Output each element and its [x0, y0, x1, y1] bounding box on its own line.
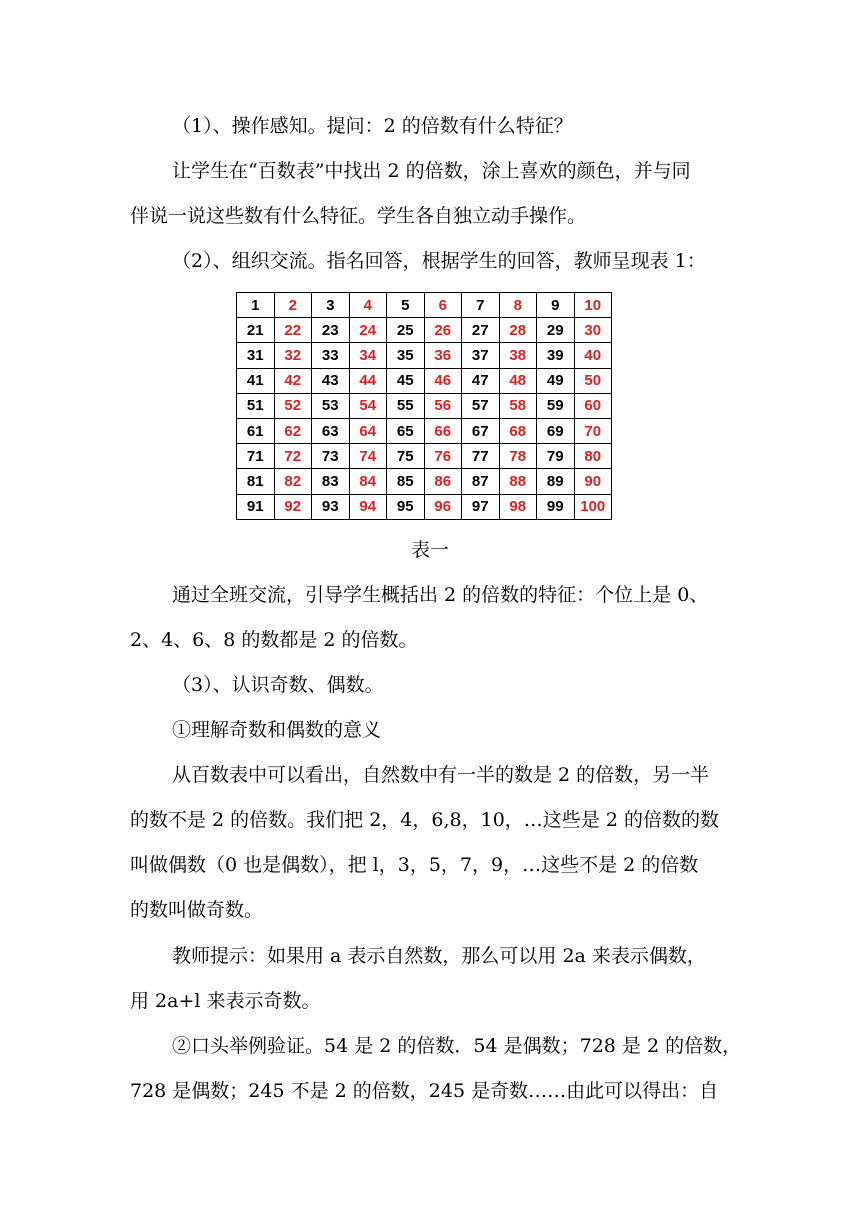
table-caption: 表一 [410, 539, 449, 561]
odd-number-cell: 97 [462, 494, 500, 519]
table-row [237, 418, 612, 443]
odd-number-cell: 71 [237, 444, 275, 469]
even-number-cell: 42 [274, 368, 312, 393]
even-number-cell: 72 [274, 444, 312, 469]
hundred-table-wrapper [236, 292, 612, 520]
even-number-cell: 22 [274, 318, 312, 343]
paragraph-hint-line1: 教师提示：如果用 a 表示自然数，那么可以用 2a 来表示偶数， [172, 945, 706, 967]
even-number-cell: 66 [424, 418, 462, 443]
odd-number-cell: 99 [537, 494, 575, 519]
even-number-cell: 50 [574, 368, 612, 393]
hundred-table [236, 292, 612, 520]
odd-number-cell: 63 [312, 418, 350, 443]
odd-number-cell: 43 [312, 368, 350, 393]
odd-number-cell: 35 [387, 343, 425, 368]
even-number-cell: 86 [424, 469, 462, 494]
even-number-cell: 40 [574, 343, 612, 368]
table-row [237, 393, 612, 418]
table-row [237, 469, 612, 494]
paragraph-instruction-line1: 让学生在“百数表”中找出 2 的倍数，涂上喜欢的颜色，并与同 [172, 160, 691, 182]
table-row [237, 343, 612, 368]
odd-number-cell: 31 [237, 343, 275, 368]
paragraph-meaning-line1: 从百数表中可以看出，自然数中有一半的数是 2 的倍数，另一半 [172, 764, 710, 786]
odd-number-cell: 79 [537, 444, 575, 469]
even-number-cell: 48 [499, 368, 537, 393]
odd-number-cell: 33 [312, 343, 350, 368]
odd-number-cell: 87 [462, 469, 500, 494]
odd-number-cell: 93 [312, 494, 350, 519]
odd-number-cell: 5 [387, 293, 425, 318]
even-number-cell: 70 [574, 418, 612, 443]
odd-number-cell: 45 [387, 368, 425, 393]
odd-number-cell: 75 [387, 444, 425, 469]
even-number-cell: 44 [349, 368, 387, 393]
odd-number-cell: 83 [312, 469, 350, 494]
odd-number-cell: 7 [462, 293, 500, 318]
odd-number-cell: 53 [312, 393, 350, 418]
odd-number-cell: 23 [312, 318, 350, 343]
even-number-cell: 74 [349, 444, 387, 469]
odd-number-cell: 47 [462, 368, 500, 393]
even-number-cell: 32 [274, 343, 312, 368]
even-number-cell: 84 [349, 469, 387, 494]
even-number-cell: 24 [349, 318, 387, 343]
even-number-cell: 36 [424, 343, 462, 368]
odd-number-cell: 55 [387, 393, 425, 418]
even-number-cell: 94 [349, 494, 387, 519]
paragraph-exchange: （2）、组织交流。指名回答，根据学生的回答，教师呈现表 1： [172, 250, 706, 272]
even-number-cell: 92 [274, 494, 312, 519]
odd-number-cell: 91 [237, 494, 275, 519]
even-number-cell: 100 [574, 494, 612, 519]
paragraph-operation: （1）、操作感知。提问：2 的倍数有什么特征？ [172, 115, 573, 137]
odd-number-cell: 67 [462, 418, 500, 443]
odd-number-cell: 21 [237, 318, 275, 343]
even-number-cell: 2 [274, 293, 312, 318]
paragraph-summary-line1: 通过全班交流，引导学生概括出 2 的倍数的特征：个位上是 0、 [172, 584, 709, 606]
even-number-cell: 96 [424, 494, 462, 519]
odd-number-cell: 69 [537, 418, 575, 443]
even-number-cell: 26 [424, 318, 462, 343]
even-number-cell: 54 [349, 393, 387, 418]
even-number-cell: 62 [274, 418, 312, 443]
paragraph-verify-line1: ②口头举例验证。54 是 2 的倍数．54 是偶数；728 是 2 的倍数， [172, 1035, 742, 1057]
even-number-cell: 60 [574, 393, 612, 418]
odd-number-cell: 9 [537, 293, 575, 318]
odd-number-cell: 49 [537, 368, 575, 393]
even-number-cell: 4 [349, 293, 387, 318]
table-row [237, 293, 612, 318]
odd-number-cell: 95 [387, 494, 425, 519]
odd-number-cell: 37 [462, 343, 500, 368]
odd-number-cell: 41 [237, 368, 275, 393]
paragraph-odd-even-heading: （3）、认识奇数、偶数。 [172, 674, 384, 696]
even-number-cell: 56 [424, 393, 462, 418]
paragraph-summary-line2: 2、4、6、8 的数都是 2 的倍数。 [130, 629, 418, 651]
table-row [237, 444, 612, 469]
odd-number-cell: 61 [237, 418, 275, 443]
even-number-cell: 52 [274, 393, 312, 418]
paragraph-meaning-heading: ①理解奇数和偶数的意义 [172, 719, 382, 741]
odd-number-cell: 3 [312, 293, 350, 318]
paragraph-meaning-line4: 的数叫做奇数。 [130, 899, 264, 921]
even-number-cell: 90 [574, 469, 612, 494]
odd-number-cell: 39 [537, 343, 575, 368]
odd-number-cell: 25 [387, 318, 425, 343]
odd-number-cell: 29 [537, 318, 575, 343]
even-number-cell: 58 [499, 393, 537, 418]
odd-number-cell: 27 [462, 318, 500, 343]
odd-number-cell: 51 [237, 393, 275, 418]
table-row [237, 368, 612, 393]
odd-number-cell: 57 [462, 393, 500, 418]
even-number-cell: 8 [499, 293, 537, 318]
odd-number-cell: 89 [537, 469, 575, 494]
odd-number-cell: 85 [387, 469, 425, 494]
paragraph-hint-line2: 用 2a+l 来表示奇数。 [130, 990, 321, 1012]
even-number-cell: 76 [424, 444, 462, 469]
paragraph-verify-line2: 728 是偶数；245 不是 2 的倍数，245 是奇数……由此可以得出：自 [130, 1080, 719, 1102]
even-number-cell: 88 [499, 469, 537, 494]
odd-number-cell: 59 [537, 393, 575, 418]
even-number-cell: 64 [349, 418, 387, 443]
even-number-cell: 46 [424, 368, 462, 393]
odd-number-cell: 1 [237, 293, 275, 318]
table-row [237, 318, 612, 343]
even-number-cell: 80 [574, 444, 612, 469]
even-number-cell: 78 [499, 444, 537, 469]
paragraph-instruction-line2: 伴说一说这些数有什么特征。学生各自独立动手操作。 [130, 205, 587, 227]
paragraph-meaning-line3: 叫做偶数（0 也是偶数），把 l，3，5，7，9，…这些不是 2 的倍数 [130, 854, 699, 876]
table-row [237, 494, 612, 519]
even-number-cell: 82 [274, 469, 312, 494]
odd-number-cell: 73 [312, 444, 350, 469]
even-number-cell: 38 [499, 343, 537, 368]
even-number-cell: 98 [499, 494, 537, 519]
even-number-cell: 28 [499, 318, 537, 343]
even-number-cell: 30 [574, 318, 612, 343]
odd-number-cell: 77 [462, 444, 500, 469]
odd-number-cell: 81 [237, 469, 275, 494]
even-number-cell: 10 [574, 293, 612, 318]
even-number-cell: 6 [424, 293, 462, 318]
even-number-cell: 68 [499, 418, 537, 443]
paragraph-meaning-line2: 的数不是 2 的倍数。我们把 2，4，6,8，10，…这些是 2 的倍数的数 [130, 809, 719, 831]
odd-number-cell: 65 [387, 418, 425, 443]
even-number-cell: 34 [349, 343, 387, 368]
